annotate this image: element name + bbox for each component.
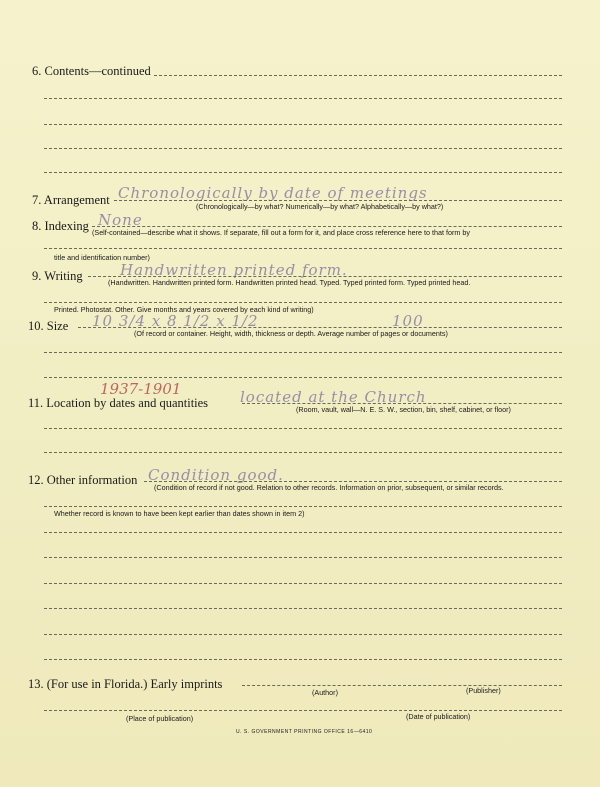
date-label: (Date of publication)	[406, 712, 471, 721]
writing-hint: (Handwritten. Handwritten printed form. Handwritten printed head. Typed. Typed printed form. Typed printed head.	[108, 278, 471, 287]
writing-value: Handwritten printed form.	[120, 261, 348, 279]
arrangement-value: Chronologically by date of meetings	[118, 184, 428, 202]
other-line-5	[44, 583, 562, 584]
other-hint: (Condition of record if not good. Relation to other records. Information on prior, subsequent, or similar records.	[154, 483, 504, 492]
florida-line-2	[44, 710, 562, 711]
other-value: Condition good.	[148, 466, 284, 484]
size-line	[78, 327, 562, 328]
indexing-line	[92, 226, 562, 227]
writing-line-2	[44, 302, 562, 303]
arrangement-hint: (Chronologically—by what? Numerically—by what? Alphabetically—by what?)	[196, 202, 444, 211]
writing-hint-2: Printed. Photostat. Other. Give months and years covered by each kind of writing)	[54, 305, 314, 314]
size-line-3	[44, 377, 562, 378]
size-hint: (Of record or container. Height, width, thickness or depth. Average number of pages or documents)	[134, 329, 448, 338]
size-value: 10 3/4 x 8 1/2 x 1/2	[92, 312, 259, 330]
florida-label: 13. (For use in Florida.) Early imprints	[28, 677, 223, 691]
location-hint: (Room, vault, wall—N. E. S. W., section, bin, shelf, cabinet, or floor)	[296, 405, 511, 414]
contents-line-1	[154, 75, 562, 76]
location-line-2	[44, 428, 562, 429]
place-label: (Place of publication)	[126, 714, 194, 723]
other-line-4	[44, 557, 562, 558]
indexing-hint: (Self-contained—describe what it shows. If separate, fill out a form for it, and place cross reference here to that form by	[92, 228, 470, 237]
writing-line	[88, 276, 562, 277]
size-line-2	[44, 352, 562, 353]
writing-label: 9. Writing	[32, 269, 83, 283]
other-line-3	[44, 532, 562, 533]
other-line	[144, 481, 562, 482]
location-value: located at the Church	[240, 388, 427, 406]
indexing-line-2	[44, 248, 562, 249]
other-hint-2: Whether record is known to have been kept earlier than dates shown in item 2)	[54, 509, 305, 518]
arrangement-label: 7. Arrangement	[32, 193, 110, 207]
publisher-label: (Publisher)	[466, 686, 501, 695]
other-line-2	[44, 506, 562, 507]
indexing-label: 8. Indexing	[32, 219, 89, 233]
other-label: 12. Other information	[28, 473, 138, 487]
author-label: (Author)	[312, 688, 338, 697]
indexing-hint-2: title and identification number)	[54, 253, 150, 262]
location-line	[242, 403, 562, 404]
arrangement-line	[114, 200, 562, 201]
gpo-imprint: U. S. GOVERNMENT PRINTING OFFICE 16—6410	[236, 729, 373, 735]
contents-label: 6. Contents—continued	[32, 64, 151, 78]
indexing-value: None	[98, 211, 143, 229]
location-line-3	[44, 452, 562, 453]
other-line-8	[44, 659, 562, 660]
location-label: 11. Location by dates and quantities	[28, 396, 209, 410]
other-line-7	[44, 634, 562, 635]
size-label: 10. Size	[28, 319, 69, 333]
contents-line-2	[44, 98, 562, 99]
other-line-6	[44, 608, 562, 609]
location-dates: 1937-1901	[100, 380, 182, 398]
contents-line-3	[44, 124, 562, 125]
size-pages: 100	[392, 312, 424, 330]
contents-line-4	[44, 148, 562, 149]
florida-line	[242, 685, 562, 686]
contents-line-5	[44, 172, 562, 173]
